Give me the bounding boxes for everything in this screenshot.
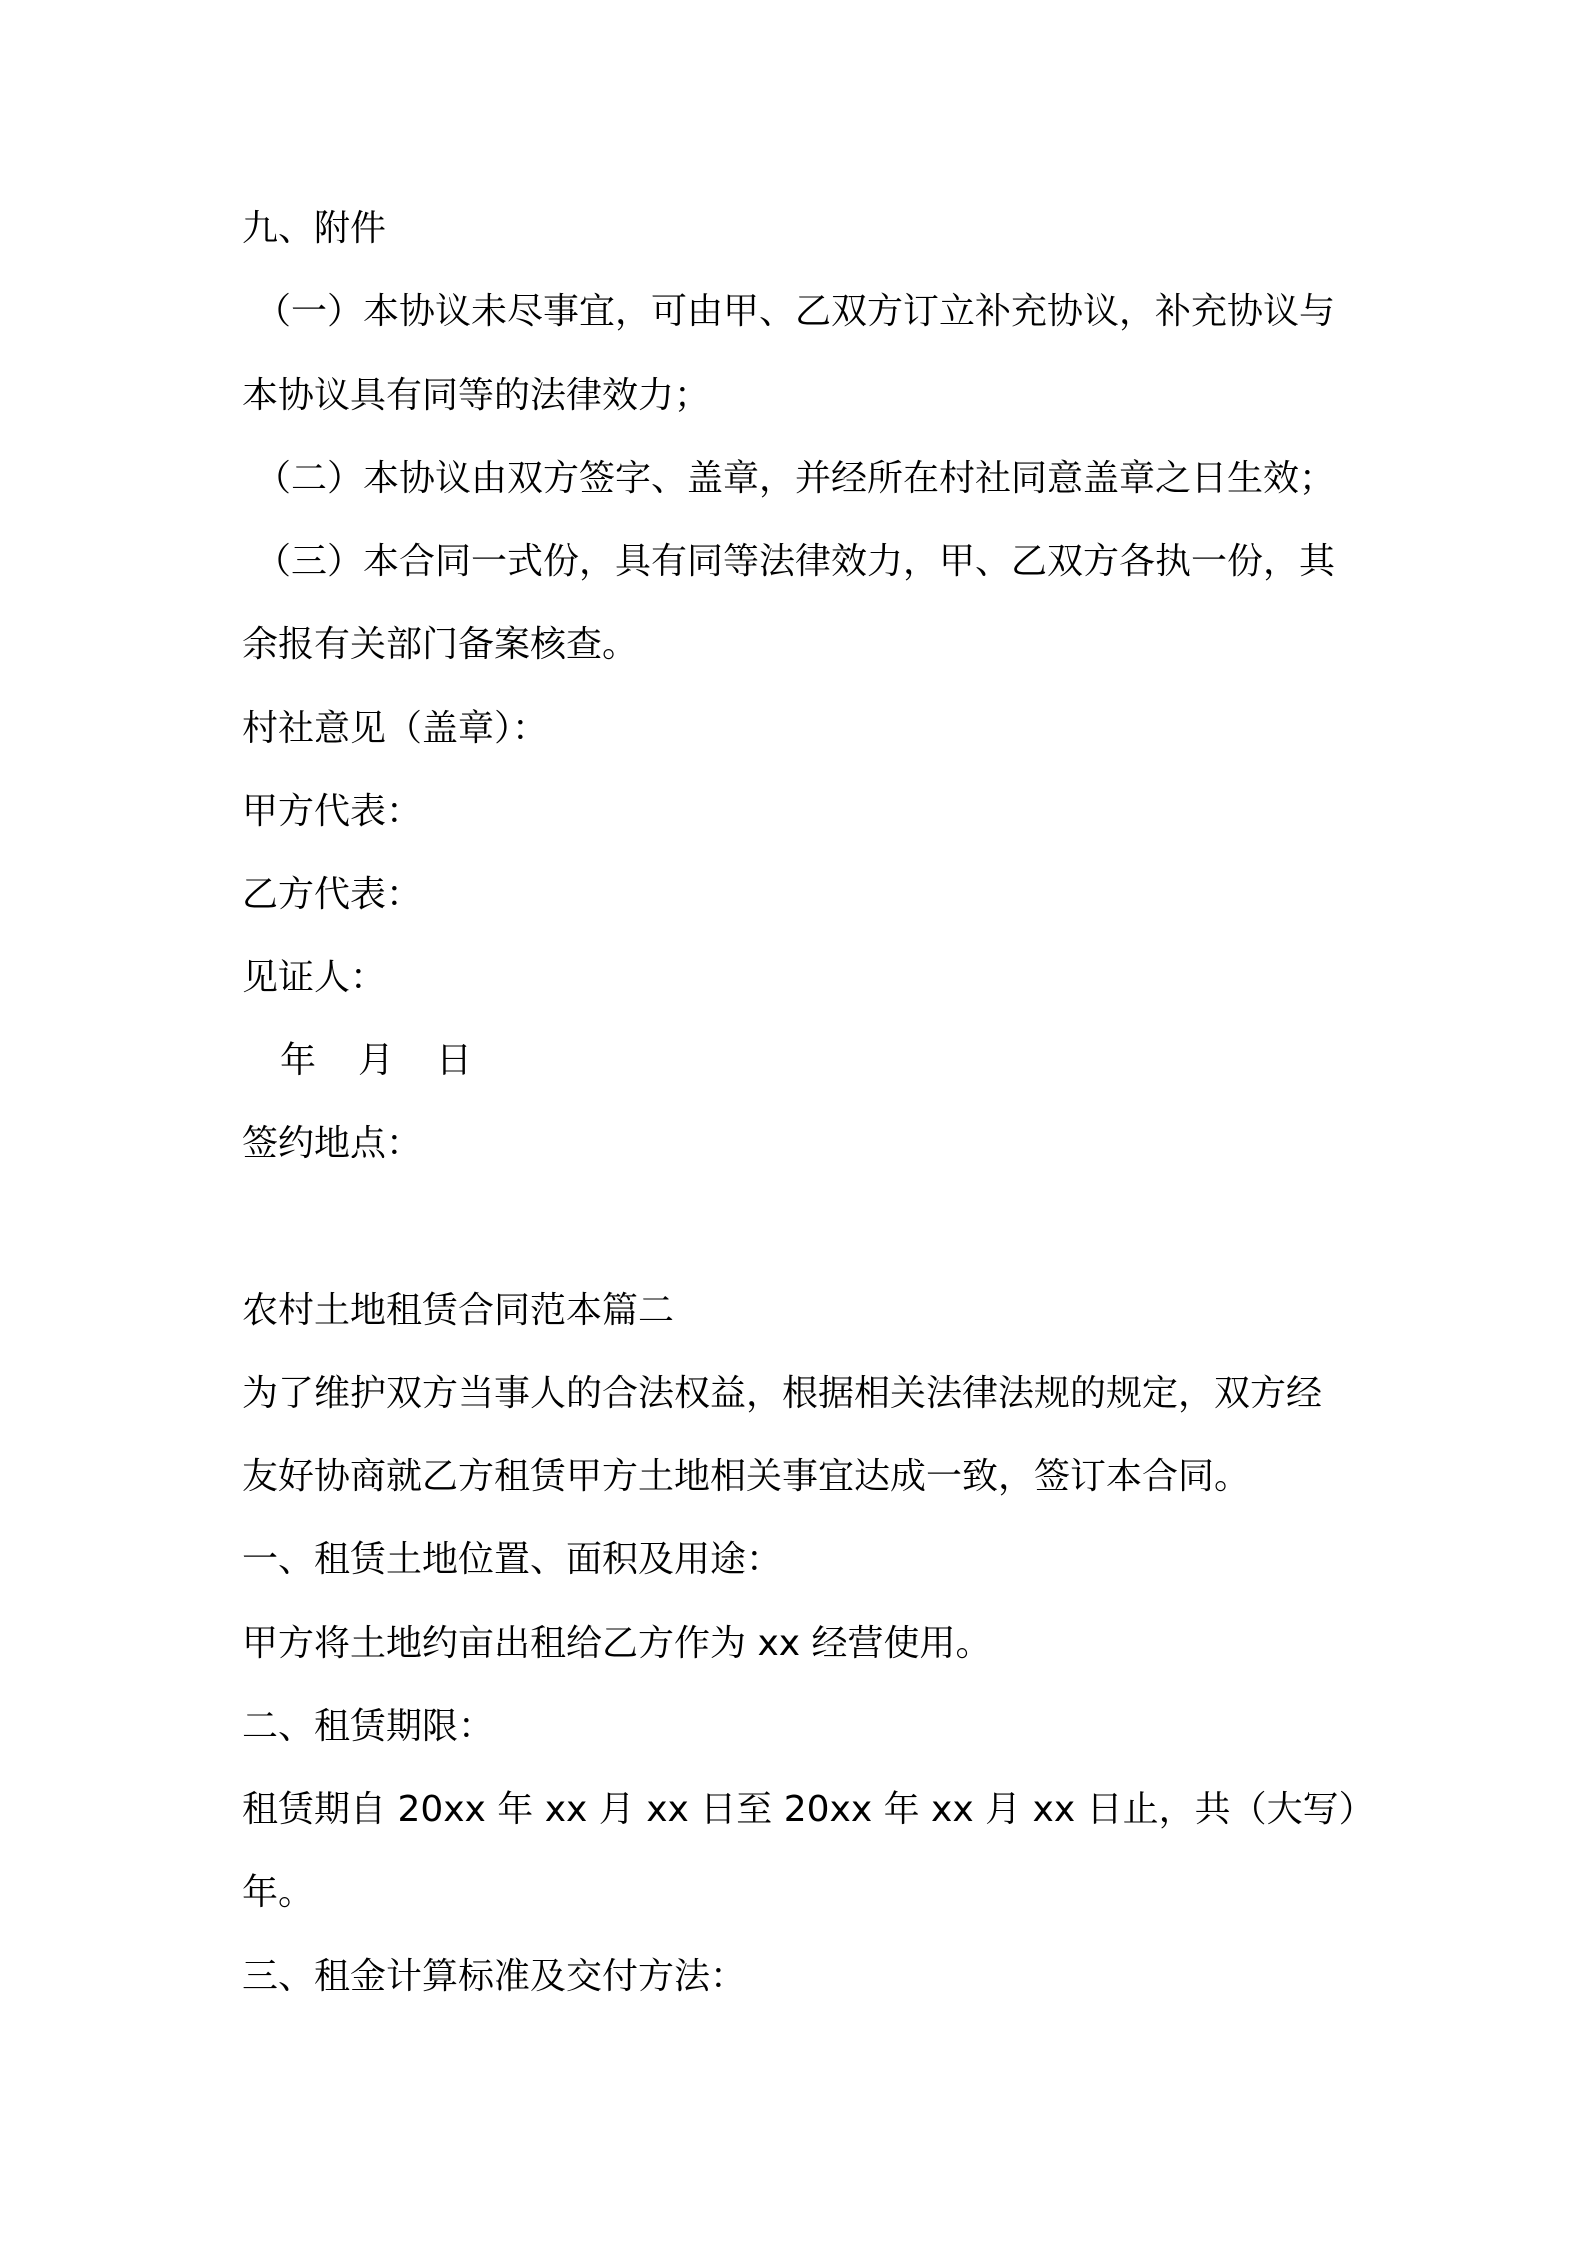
- clause-3-line-1: （三）本合同一式份，具有同等法律效力，甲、乙双方各执一份，其: [255, 541, 1336, 582]
- preamble-line-2: 友好协商就乙方租赁甲方土地相关事宜达成一致，签订本合同。: [242, 1456, 1251, 1497]
- lease-term-line-2: 年。: [242, 1872, 315, 1913]
- date-line: [280, 1037, 472, 1085]
- clause-3-line-2: 余报有关部门备案核查。: [242, 624, 639, 665]
- section-title-part-two: 农村土地租赁合同范本篇二: [242, 1290, 675, 1331]
- section-heading-attachments: 九、附件: [242, 208, 387, 249]
- date-year: 年: [280, 1040, 317, 1081]
- party-a-representative-label: 甲方代表：: [242, 791, 423, 832]
- village-opinion-label: 村社意见（盖章）：: [242, 708, 549, 749]
- section-heading-location-area-use: 一、租赁土地位置、面积及用途：: [242, 1539, 783, 1580]
- date-day: 日: [436, 1040, 473, 1081]
- land-use-statement: 甲方将土地约亩出租给乙方作为 xx 经营使用。: [242, 1623, 992, 1664]
- preamble-line-1: 为了维护双方当事人的合法权益，根据相关法律法规的规定，双方经: [242, 1373, 1323, 1414]
- section-heading-rent-payment: 三、租金计算标准及交付方法：: [242, 1956, 747, 1997]
- clause-2: （二）本协议由双方签字、盖章，并经所在村社同意盖章之日生效；: [255, 458, 1336, 499]
- clause-1-line-1: （一）本协议未尽事宜，可由甲、乙双方订立补充协议，补充协议与: [255, 291, 1336, 332]
- lease-term-line-1: 租赁期自 20xx 年 xx 月 xx 日至 20xx 年 xx 月 xx 日止，共（大写）: [242, 1789, 1375, 1830]
- date-month: 月: [358, 1040, 395, 1081]
- party-b-representative-label: 乙方代表：: [242, 874, 423, 915]
- clause-1-line-2: 本协议具有同等的法律效力；: [242, 375, 711, 416]
- signing-place-label: 签约地点：: [242, 1123, 423, 1164]
- section-heading-lease-term: 二、租赁期限：: [242, 1706, 495, 1747]
- witness-label: 见证人：: [242, 957, 387, 998]
